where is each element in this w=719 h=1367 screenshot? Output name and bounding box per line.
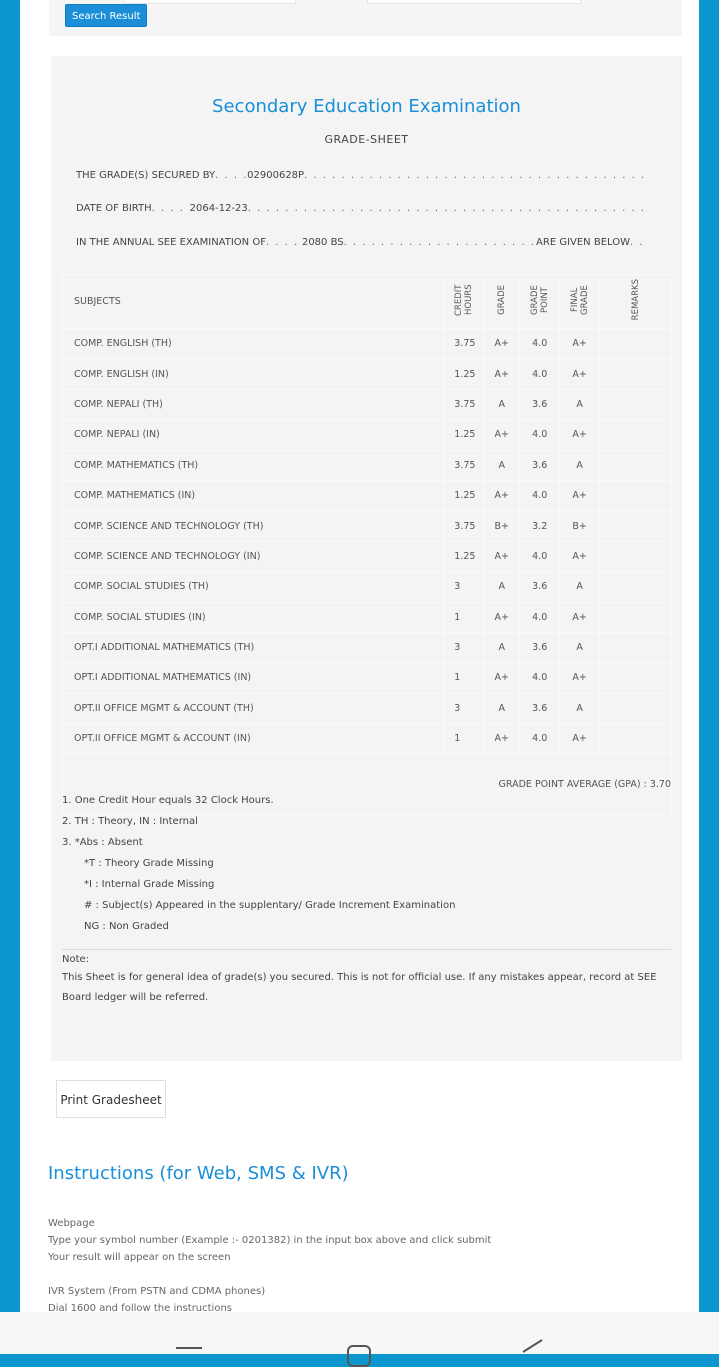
final-grade-cell: A+: [560, 541, 600, 571]
exam-label: IN THE ANNUAL SEE EXAMINATION OF: [76, 237, 266, 248]
remarks-cell: [600, 511, 672, 541]
credit-hours-cell: 3: [444, 632, 484, 662]
grade-cell: A: [484, 572, 520, 602]
grade-point-cell: 3.6: [520, 389, 560, 419]
remarks-cell: [600, 450, 672, 480]
subject-cell: COMP. ENGLISH (TH): [63, 329, 444, 359]
subject-cell: OPT.II OFFICE MGMT & ACCOUNT (TH): [63, 693, 444, 723]
grade-cell: A+: [484, 724, 520, 754]
grade-point-cell: 4.0: [520, 663, 560, 693]
subject-cell: COMP. NEPALI (IN): [63, 420, 444, 450]
remarks-cell: [600, 359, 672, 389]
subject-cell: COMP. ENGLISH (IN): [63, 359, 444, 389]
grade-point-cell: 3.6: [520, 450, 560, 480]
grades-table: [62, 274, 672, 815]
grade-cell: A+: [484, 420, 520, 450]
grade-point-cell: 3.6: [520, 632, 560, 662]
grade-cell: A+: [484, 602, 520, 632]
subject-cell: COMP. SCIENCE AND TECHNOLOGY (IN): [63, 541, 444, 571]
note-subitem: *T : Theory Grade Missing: [84, 858, 214, 869]
subject-cell: COMP. NEPALI (TH): [63, 389, 444, 419]
credit-hours-cell: 1.25: [444, 359, 484, 389]
credit-hours-cell: 1: [444, 724, 484, 754]
search-result-button[interactable]: Search Result: [65, 4, 147, 27]
grade-cell: A: [484, 389, 520, 419]
table-row: [63, 572, 672, 602]
disclaimer-note: [62, 949, 671, 1008]
exam-line: [76, 237, 648, 248]
col-final-grade: FINAL GRADE: [560, 275, 600, 329]
table-row: [63, 632, 672, 662]
final-grade-cell: A+: [560, 663, 600, 693]
given-below-label: ARE GIVEN BELOW: [536, 237, 630, 248]
secured-by-line: [76, 170, 648, 181]
gradesheet-subtitle: GRADE-SHEET: [324, 133, 409, 146]
table-row: [63, 389, 672, 419]
col-grade: GRADE: [484, 275, 520, 329]
instruction-line: Type your symbol number (Example :- 0201382) in the input box above and click submit: [48, 1235, 492, 1246]
page: [20, 0, 699, 1312]
note-label: Note:: [62, 954, 90, 965]
remarks-cell: [600, 541, 672, 571]
table-row: [63, 602, 672, 632]
note-item: 3. *Abs : Absent: [62, 837, 143, 848]
subject-cell: OPT.I ADDITIONAL MATHEMATICS (TH): [63, 632, 444, 662]
android-nav-bar: [0, 1312, 719, 1354]
print-gradesheet-button[interactable]: Print Gradesheet: [56, 1080, 166, 1118]
subject-cell: OPT.I ADDITIONAL MATHEMATICS (IN): [63, 663, 444, 693]
table-row: [63, 450, 672, 480]
grade-point-cell: 3.6: [520, 693, 560, 723]
grade-cell: A: [484, 693, 520, 723]
credit-hours-cell: 3.75: [444, 450, 484, 480]
subject-cell: COMP. MATHEMATICS (TH): [63, 450, 444, 480]
col-subjects: SUBJECTS: [63, 275, 444, 329]
grade-point-cell: 4.0: [520, 359, 560, 389]
credit-hours-cell: 1.25: [444, 541, 484, 571]
final-grade-cell: A: [560, 450, 600, 480]
symbol-number: 02900628P: [247, 170, 305, 181]
table-row: [63, 693, 672, 723]
grade-point-cell: 4.0: [520, 420, 560, 450]
remarks-cell: [600, 329, 672, 359]
instruction-line: Your result will appear on the screen: [48, 1252, 231, 1263]
grade-cell: A+: [484, 541, 520, 571]
final-grade-cell: A: [560, 389, 600, 419]
final-grade-cell: A: [560, 632, 600, 662]
table-row: [63, 329, 672, 359]
col-remarks: REMARKS: [600, 275, 672, 329]
grade-cell: A: [484, 450, 520, 480]
final-grade-cell: A+: [560, 724, 600, 754]
gpa-summary: GRADE POINT AVERAGE (GPA) : 3.70: [63, 754, 672, 815]
grade-cell: B+: [484, 511, 520, 541]
instruction-line: IVR System (From PSTN and CDMA phones): [48, 1286, 266, 1297]
ivr-instructions: [48, 1283, 265, 1312]
table-row: [63, 420, 672, 450]
grade-point-cell: 3.6: [520, 572, 560, 602]
remarks-cell: [600, 572, 672, 602]
subject-cell: COMP. SCIENCE AND TECHNOLOGY (TH): [63, 511, 444, 541]
credit-hours-cell: 1: [444, 602, 484, 632]
subject-cell: COMP. MATHEMATICS (IN): [63, 480, 444, 510]
credit-hours-cell: 1.25: [444, 420, 484, 450]
table-header-row: [63, 275, 672, 329]
final-grade-cell: A: [560, 693, 600, 723]
final-grade-cell: A+: [560, 602, 600, 632]
remarks-cell: [600, 724, 672, 754]
subject-cell: COMP. SOCIAL STUDIES (IN): [63, 602, 444, 632]
remarks-cell: [600, 602, 672, 632]
symbol-input[interactable]: [124, 0, 296, 4]
grade-cell: A+: [484, 359, 520, 389]
credit-hours-cell: 1.25: [444, 480, 484, 510]
final-grade-cell: A+: [560, 359, 600, 389]
table-row: [63, 511, 672, 541]
secured-by-label: THE GRADE(S) SECURED BY: [76, 170, 216, 181]
final-grade-cell: A+: [560, 420, 600, 450]
final-grade-cell: A: [560, 572, 600, 602]
grade-cell: A+: [484, 663, 520, 693]
final-grade-cell: B+: [560, 511, 600, 541]
grade-point-cell: 3.2: [520, 511, 560, 541]
grade-point-cell: 4.0: [520, 724, 560, 754]
credit-hours-cell: 3: [444, 572, 484, 602]
note-item: 1. One Credit Hour equals 32 Clock Hours.: [62, 795, 274, 806]
instructions-title: Instructions (for Web, SMS & IVR): [48, 1163, 349, 1184]
remarks-cell: [600, 693, 672, 723]
table-row: [63, 724, 672, 754]
dob-input[interactable]: [367, 0, 581, 4]
table-row: [63, 480, 672, 510]
table-row: [63, 663, 672, 693]
note-subitem: NG : Non Graded: [84, 921, 169, 932]
credit-hours-cell: 3.75: [444, 389, 484, 419]
remarks-cell: [600, 420, 672, 450]
credit-hours-cell: 3.75: [444, 511, 484, 541]
instruction-line: Webpage: [48, 1218, 95, 1229]
credit-hours-cell: 3: [444, 693, 484, 723]
remarks-cell: [600, 632, 672, 662]
credit-hours-cell: 3.75: [444, 329, 484, 359]
grade-point-cell: 4.0: [520, 329, 560, 359]
grade-cell: A: [484, 632, 520, 662]
grade-point-cell: 4.0: [520, 541, 560, 571]
note-item: 2. TH : Theory, IN : Internal: [62, 816, 198, 827]
dob-value: 2064-12-23: [189, 203, 248, 214]
exam-title: Secondary Education Examination: [212, 96, 521, 117]
table-row: [63, 541, 672, 571]
recent-apps-icon[interactable]: [176, 1347, 202, 1349]
remarks-cell: [600, 389, 672, 419]
dob-label: DATE OF BIRTH: [76, 203, 152, 214]
subject-cell: OPT.II OFFICE MGMT & ACCOUNT (IN): [63, 724, 444, 754]
table-row: [63, 359, 672, 389]
grade-cell: A+: [484, 329, 520, 359]
legend-notes: [62, 790, 455, 937]
credit-hours-cell: 1: [444, 663, 484, 693]
col-credit-hours: CREDIT HOURS: [444, 275, 484, 329]
home-icon[interactable]: [347, 1345, 371, 1367]
dob-line: [76, 203, 648, 214]
grade-point-cell: 4.0: [520, 480, 560, 510]
remarks-cell: [600, 480, 672, 510]
web-instructions: [48, 1215, 491, 1266]
note-text: This Sheet is for general idea of grade(s) you secured. This is not for official use. If any mistakes appear, record at SEE Board ledger will be referred.: [62, 972, 657, 1003]
col-grade-point: GRADE POINT: [520, 275, 560, 329]
back-icon[interactable]: [520, 1338, 544, 1354]
grade-point-cell: 4.0: [520, 602, 560, 632]
grade-cell: A+: [484, 480, 520, 510]
note-subitem: # : Subject(s) Appeared in the supplentary/ Grade Increment Examination: [84, 900, 456, 911]
exam-year: 2080 BS: [301, 237, 344, 248]
final-grade-cell: A+: [560, 480, 600, 510]
final-grade-cell: A+: [560, 329, 600, 359]
instruction-line: Dial 1600 and follow the instructions: [48, 1303, 233, 1312]
subject-cell: COMP. SOCIAL STUDIES (TH): [63, 572, 444, 602]
note-subitem: *I : Internal Grade Missing: [84, 879, 215, 890]
grade-sheet: [51, 56, 682, 1061]
remarks-cell: [600, 663, 672, 693]
